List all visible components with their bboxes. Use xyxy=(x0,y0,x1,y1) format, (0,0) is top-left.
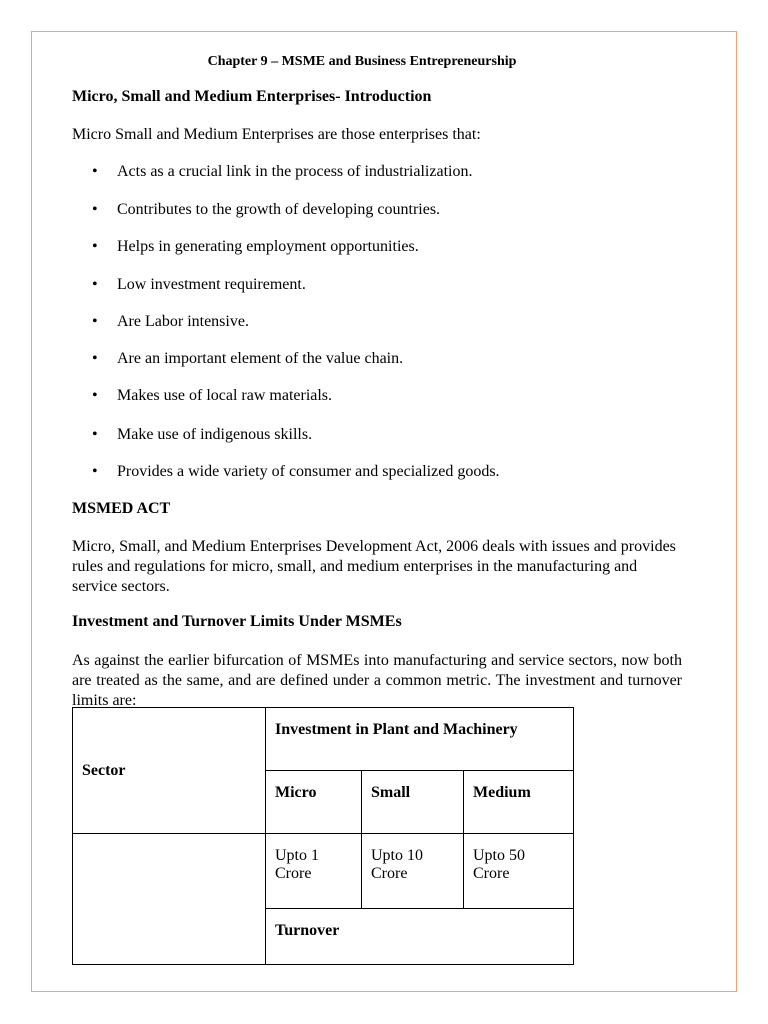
bullet-icon: • xyxy=(92,238,98,255)
bullet-icon: • xyxy=(92,350,98,367)
limits-heading: Investment and Turnover Limits Under MSMEs xyxy=(72,613,402,630)
sector-header: Sector xyxy=(73,708,266,834)
inv-micro-cell: Upto 1 Crore xyxy=(266,834,362,909)
limits-table xyxy=(72,707,574,965)
col-medium-header: Medium xyxy=(464,771,574,834)
act-heading: MSMED ACT xyxy=(72,500,171,517)
intro-text: Micro Small and Medium Enterprises are those enterprises that: xyxy=(72,126,481,143)
bullet-icon: • xyxy=(92,313,98,330)
act-text: Micro, Small, and Medium Enterprises Development Act, 2006 deals with issues and provides rules and regulations for micro, small, and medium enterprises in the manufacturing and service sectors. xyxy=(72,538,676,595)
investment-header: Investment in Plant and Machinery xyxy=(266,708,574,771)
sector-cell xyxy=(73,834,266,965)
list-item-text: Contributes to the growth of developing countries. xyxy=(117,201,441,218)
list-item-text: Helps in generating employment opportunities. xyxy=(117,238,419,255)
col-micro-header: Micro xyxy=(266,771,362,834)
turnover-header: Turnover xyxy=(266,909,574,965)
list-item-text: Are an important element of the value chain. xyxy=(117,350,404,367)
limits-text: As against the earlier bifurcation of MSMEs into manufacturing and service sectors, now both are treated as the same, and are defined under a common metric. The investment and turnover limits are: xyxy=(72,652,682,709)
list-item-text: Provides a wide variety of consumer and specialized goods. xyxy=(117,463,500,480)
inv-small-cell: Upto 10 Crore xyxy=(362,834,464,909)
bullet-icon: • xyxy=(92,201,98,218)
inv-medium-cell: Upto 50 Crore xyxy=(464,834,574,909)
bullet-icon: • xyxy=(92,276,98,293)
bullet-icon: • xyxy=(92,387,98,404)
bullet-icon: • xyxy=(92,426,98,443)
list-item-text: Make use of indigenous skills. xyxy=(117,426,313,443)
intro-heading: Micro, Small and Medium Enterprises- Introduction xyxy=(72,88,432,105)
bullet-icon: • xyxy=(92,163,98,180)
list-item-text: Acts as a crucial link in the process of industrialization. xyxy=(117,163,473,180)
list-item-text: Low investment requirement. xyxy=(117,276,306,293)
chapter-title: Chapter 9 – MSME and Business Entrepreneurship xyxy=(207,54,517,69)
bullet-icon: • xyxy=(92,463,98,480)
list-item-text: Are Labor intensive. xyxy=(117,313,249,330)
col-small-header: Small xyxy=(362,771,464,834)
list-item-text: Makes use of local raw materials. xyxy=(117,387,333,404)
